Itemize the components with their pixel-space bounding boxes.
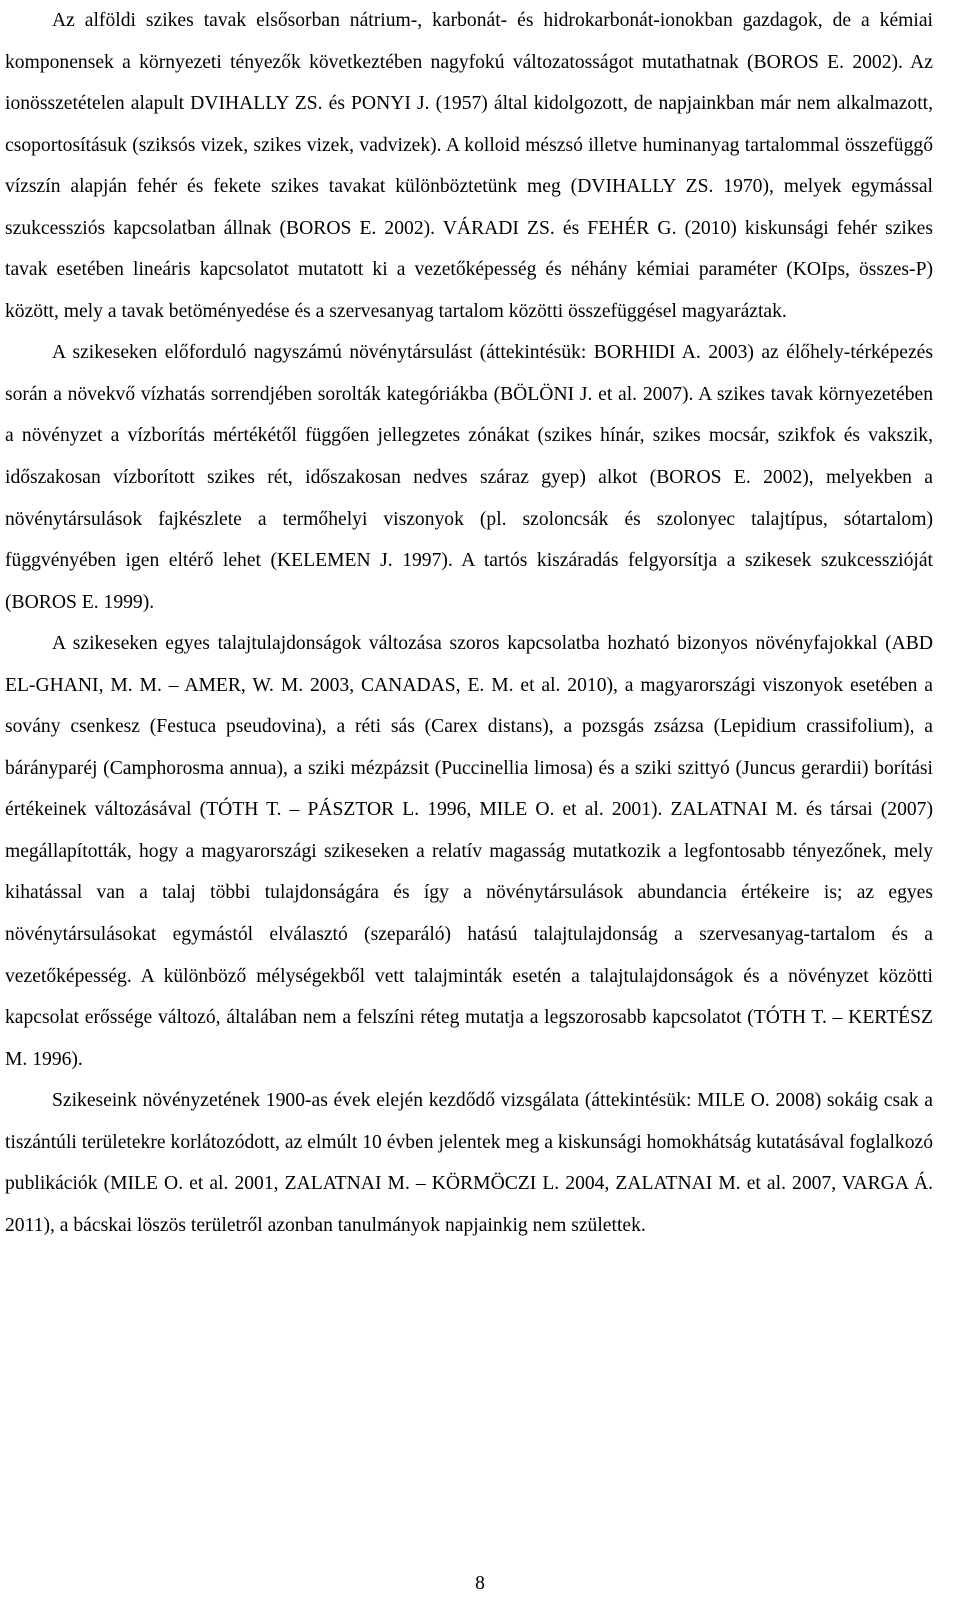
paragraph-4: Szikeseink növényzetének 1900-as évek elején kezdődő vizsgálata (áttekintésük: MILE O. 2008) sokáig csak a tiszántúli területekre korlátozódott, az elmúlt 10 évben jelentek meg a kiskunsági homokhátság kutatásával foglalkozó publikációk (MILE O. et al. 2001, ZALATNAI M. – KÖRMÖCZI L. 2004, ZALATNAI M. et al. 2007, VARGA Á. 2011), a bácskai löszös területről azonban tanulmányok napjainkig nem születtek. xyxy=(5,1090,933,1236)
paragraph-1: Az alföldi szikes tavak elsősorban nátrium-, karbonát- és hidrokarbonát-ionokban gazdagok, de a kémiai komponensek a környezeti tényezők következtében nagyfokú változatosságot mutathatnak (BOROS E. 2002). Az ionösszetételen alapult DVIHALLY ZS. és PONYI J. (1957) által kidolgozott, de napjainkban már nem alkalmazott, csoportosításuk (sziksós vizek, szikes vizek, vadvizek). A kolloid mészsó illetve huminanyag tartalommal összefüggő vízszín alapján fehér és fekete szikes tavakat különböztetünk meg (DVIHALLY ZS. 1970), melyek egymással szukcessziós kapcsolatban állnak (BOROS E. 2002). VÁRADI ZS. és FEHÉR G. (2010) kiskunsági fehér szikes tavak esetében lineáris kapcsolatot mutatott ki a vezetőképesség és néhány kémiai paraméter (KOIps, összes-P) között, mely a tavak betöményedése és a szervesanyag tartalom közötti összefüggésel magyaráztak. xyxy=(5,10,933,322)
page-number: 8 xyxy=(475,1573,485,1594)
paragraph-3: A szikeseken egyes talajtulajdonságok változása szoros kapcsolatba hozható bizonyos növényfajokkal (ABD EL-GHANI, M. M. – AMER, W. M. 2003, CANADAS, E. M. et al. 2010), a magyarországi viszonyok esetében a sovány csenkesz (Festuca pseudovina), a réti sás (Carex distans), a pozsgás zsázsa (Lepidium crassifolium), a bárányparéj (Camphorosma annua), a sziki mézpázsit (Puccinellia limosa) és a sziki szittyó (Juncus gerardii) borítási értékeinek változásával (TÓTH T. – PÁSZTOR L. 1996, MILE O. et al. 2001). ZALATNAI M. és társai (2007) megállapították, hogy a magyarországi szikeseken a relatív magasság mutatkozik a legfontosabb tényezőnek, mely kihatással van a talaj többi tulajdonságára és így a növénytársulások abundancia értékeire is; az egyes növénytársulásokat egymástól elválasztó (szeparáló) hatású talajtulajdonság a szervesanyag-tartalom és a vezetőképesség. A különböző mélységekből vett talajminták esetén a talajtulajdonságok és a növényzet közötti kapcsolat erőssége változó, általában nem a felszíni réteg mutatja a legszorosabb kapcsolatot (TÓTH T. – KERTÉSZ M. 1996). xyxy=(5,633,933,1070)
body-text xyxy=(5,0,933,1246)
paragraph-2: A szikeseken előforduló nagyszámú növénytársulást (áttekintésük: BORHIDI A. 2003) az élőhely-térképezés során a növekvő vízhatás sorrendjében sorolták kategóriákba (BÖLÖNI J. et al. 2007). A szikes tavak környezetében a növényzet a vízborítás mértékétől függően jellegzetes zónákat (szikes hínár, szikes mocsár, szikfok és vakszik, időszakosan vízborított szikes rét, időszakosan nedves száraz gyep) alkot (BOROS E. 2002), melyekben a növénytársulások fajkészlete a termőhelyi viszonyok (pl. szoloncsák és szolonyec talajtípus, sótartalom) függvényében igen eltérő lehet (KELEMEN J. 1997). A tartós kiszáradás felgyorsítja a szikesek szukcesszióját (BOROS E. 1999). xyxy=(5,342,933,613)
